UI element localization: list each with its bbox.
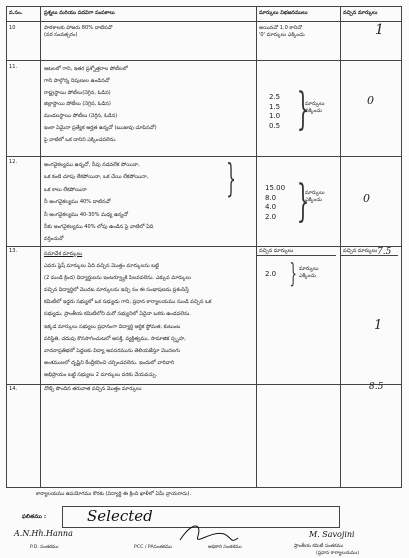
brace: } — [296, 176, 310, 227]
header-serial: వ.సం. — [9, 10, 23, 16]
obtained-subheader: వచ్చిన మార్కులు — [340, 248, 398, 256]
row-number: 11. — [9, 64, 18, 70]
row-number: 14. — [9, 386, 18, 392]
signature-regional: M. Savojini — [309, 530, 355, 539]
marks-note: మార్కులు ఎక్కించు — [305, 101, 325, 115]
marks-note: మార్కులు ఎక్కించు — [299, 266, 319, 280]
marks-value: 2.0 — [265, 270, 277, 278]
row-items: పాఠశాలకు హాజరు 80% దాటినచో (నర సంవత్సరం) — [44, 25, 113, 39]
table-row-11 — [7, 60, 401, 157]
header-items: ప్రశ్నలు మరియు పదవిగా పంపకాలు — [44, 10, 115, 16]
table-row-13 — [7, 246, 401, 385]
marks-value-list: 2.5 1.5 1.0 0.5 — [269, 93, 281, 130]
obtained-mark: 8.5 — [369, 382, 384, 392]
row-number: 10 — [9, 25, 16, 31]
obtained-mark-top: 7.5 — [377, 247, 392, 257]
brace: } — [289, 259, 297, 289]
signature-label-pd: P.D. సంతకము — [30, 545, 59, 550]
signature-pd: A.N.Hh.Hanna — [14, 529, 73, 538]
marks-table — [6, 6, 402, 488]
obtained-mark: 0 — [367, 94, 374, 107]
table-row-10 — [7, 21, 401, 61]
brace: } — [226, 156, 236, 200]
obtained-mark: 1 — [374, 318, 383, 333]
signature-mark — [172, 520, 242, 548]
row-items: సమావేశ మార్కులు ఎవరు ఫ్రెష్ మార్కులు ఏది వచ్చిన మొత్తం మార్కులను బట్టి (2 మండి క్రింద) విద్యార్థులను ఇంటర్వ్యూకి పిలవవలెను. ఎక్కువ మార్కులు వచ్చిన విద్యార్థిలో మొదట మార్కులను ఇచ్చి సం ఈ సంభాషణను ప్రశంసిస్తే కమిటీలో ఇద్దరు సభ్యులో ఒక సభ్యుడు గాని, ప్రధాన కార్యాలయము నుండి వచ్చిన ఒక సభ్యుడు, ప్రాంతీయ కమిటీలోని మరో సభ్యునిలో ఏదైనా ఒకరు ఉండవలెను. ఇక్కడ మార్కులు సభ్యులు ప్రధానంగా విద్యార్థి ఆర్థిక స్థోమత, కుటుంబ పరిస్థితి, చదువు కొనసాగించుటలో ఆసక్తి, వ్యక్తిత్వము, సామాజిక స్పృహ, వాదనాప్రతిభలో పెద్దలకు విద్యా అవసరమును తెలియజేస్తూ మొదలగు అంశములలో దృష్టిని కేంద్రీకరించి చర్చించవలెను. ఇందులో వారివారి అభిప్రాయం బట్టి సభ్యులు 2 మార్కులు వరకు వేయవచ్చు. — [44, 251, 212, 378]
obtained-mark: 0 — [363, 192, 370, 205]
row-items: అంగవైకల్యము ఉన్నచో, నీవు నడవలేక పోయినా, ఒక కంటి చూపు లేకపోయినా, ఒక చేయి లేకపోయినా, ఒక కాలు లేకపోయినా నీ అంగవైకల్యము 40% దాటినచో నీ అంగవైకల్యము 40-30% మధ్య ఉన్నచో నీకు అంగవైకల్యము 40% లోపు ఉండిన పై వాటిలో ఏది వర్తించునో — [44, 162, 154, 243]
marks-value-list: 15.00 8.0 4.0 2.0 — [265, 184, 286, 221]
row-marks: అయినచో 1.0 కానిచో '0' మార్కులు ఎక్కించు — [259, 25, 305, 39]
result-label: ఫలితము : — [22, 514, 47, 520]
obtained-mark: 1 — [375, 22, 384, 38]
signature-label-regional: ప్రాంతీయ కమిటీ సంతకము — [294, 544, 344, 549]
marks-subheader: వచ్చిన మార్కులు — [256, 248, 336, 256]
row-number: 13. — [9, 248, 18, 254]
header-obtained: వచ్చిన మార్కులు — [343, 10, 378, 16]
signature-label-officer: అధికారి సంతకము — [208, 545, 242, 550]
brace: } — [296, 84, 310, 135]
row-number: 12. — [9, 159, 18, 165]
result-value: Selected — [87, 507, 153, 525]
marks-note: మార్కులు ఎక్కించు — [305, 190, 325, 204]
footer-head-office: (ప్రధాన కార్యాలయము) — [316, 551, 360, 556]
table-row-14 — [7, 384, 401, 394]
office-use-note: కార్యాలయము ఉపయోగము కొరకు (విద్యార్థి ఈ క్రింది ఖాళీలో ఏమీ వ్రాయరాదు). — [36, 491, 192, 497]
header-marks: మార్కులు విభజనములు — [259, 10, 308, 16]
signature-label-pcc: PCC / PAసంతకము — [134, 545, 173, 550]
row-items: ఆటలలో గాని, ఇతర ప్రశ్నోత్తరాల పోటీలలో గాని పాల్గొన్న నిపుణుల ఉండినచో రాష్ట్రస్థాయి పోటీలు(నెగ్గిన, ఓడిన) జిల్లాస్థాయి పోటీలు (నెగ్గిన, ఓడిన) మండలస్థాయి పోటీలు (నెగ్గిన, ఓడిన) ఇంకా ఏమైనా ప్రత్యేక అర్హత ఉన్నచో (ఋజువు చూపినచో) పై వాటిలో ఒక దానిని ఎక్కించవలెను. — [44, 66, 157, 143]
table-header — [7, 7, 401, 22]
row-items: నోట్స్ పొందిన తరువాత వచ్చిన మొత్తం మార్కులు — [44, 386, 142, 392]
table-row-12 — [7, 156, 401, 247]
